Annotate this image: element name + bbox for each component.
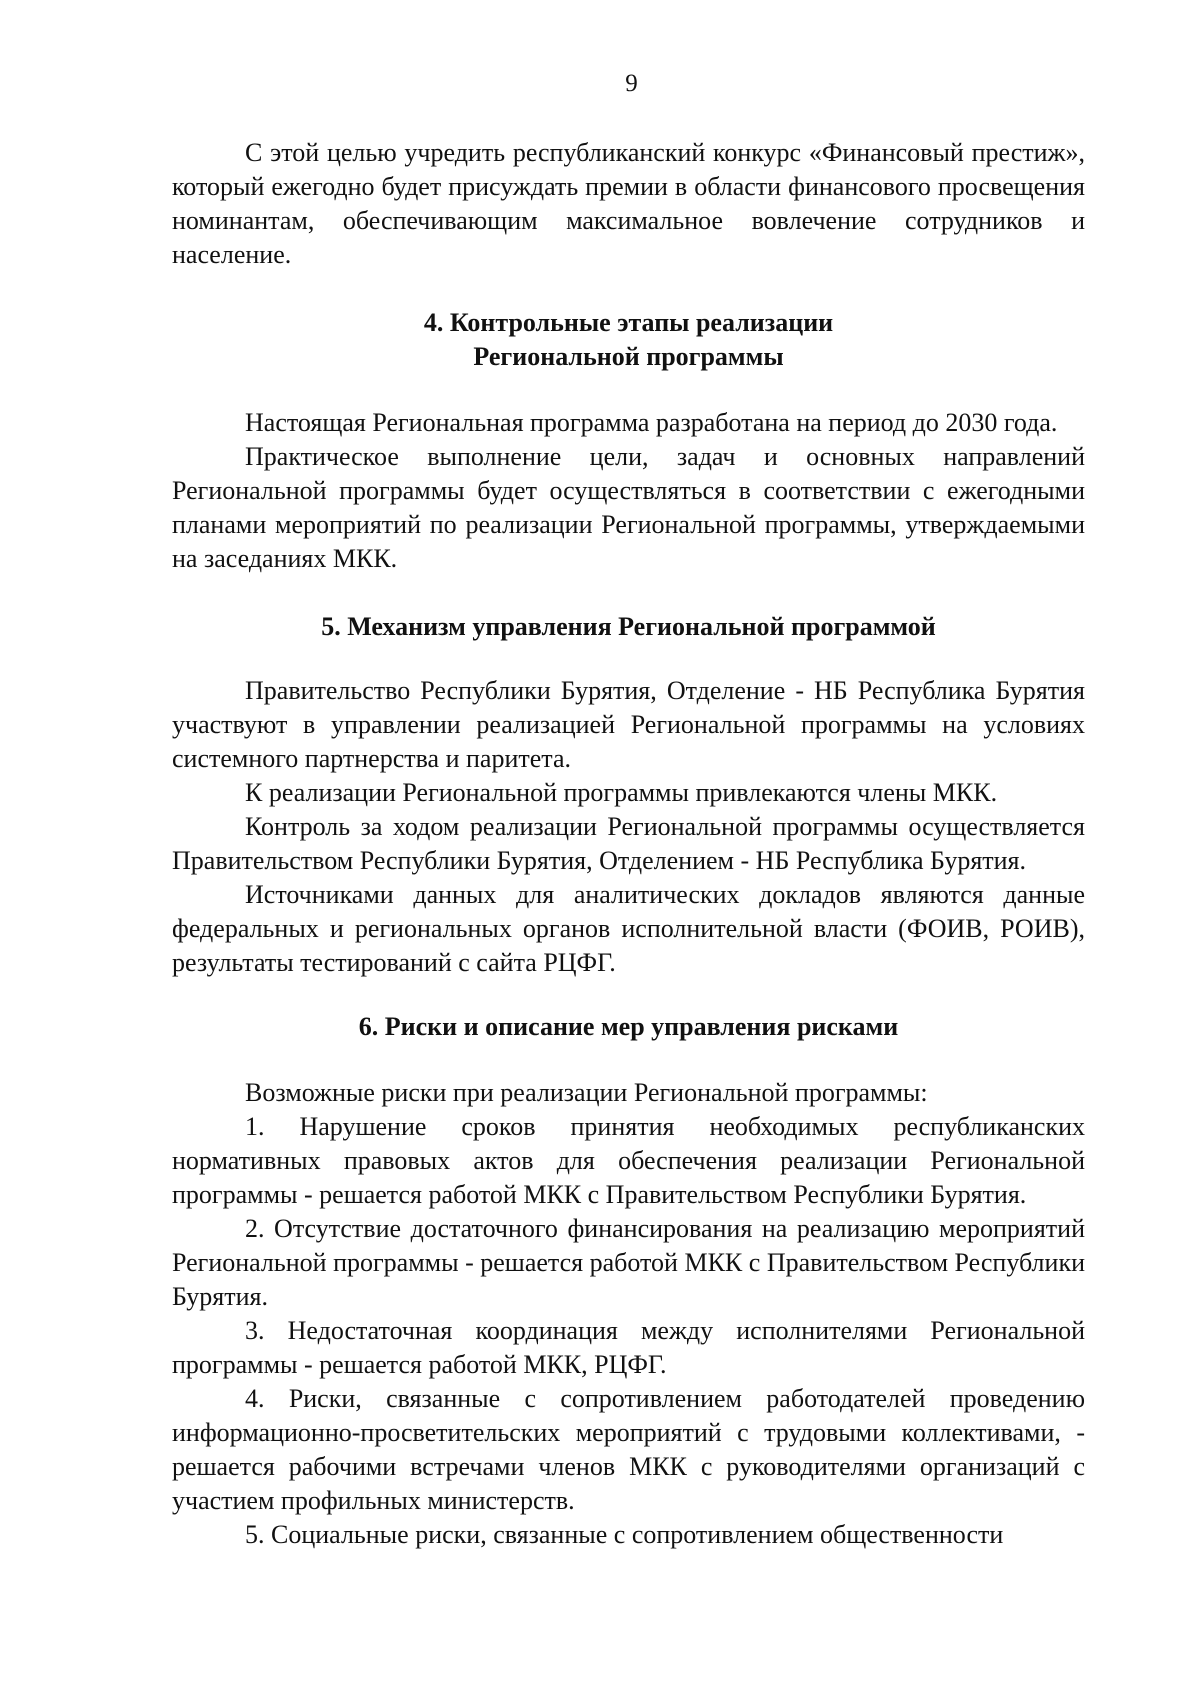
paragraph: К реализации Региональной программы привлекаются члены МКК.	[245, 778, 998, 807]
intro-block	[172, 136, 1085, 272]
section-management-mechanism	[172, 610, 1085, 980]
list-item: 1. Нарушение сроков принятия необходимых республиканских нормативных правовых актов для обеспечения реализации Региональной программы - решается работой МКК с Правительством Республики Бурятия.	[172, 1112, 1085, 1209]
list-item: 2. Отсутствие достаточного финансирования на реализацию мероприятий Региональной программы - решается работой МКК с Правительством Республики Бурятия.	[172, 1214, 1085, 1311]
section-heading-line: Региональной программы	[473, 342, 784, 371]
paragraph: Источниками данных для аналитических докладов являются данные федеральных и региональных органов исполнительной власти (ФОИВ, РОИВ), результаты тестирований с сайта РЦФГ.	[172, 880, 1085, 977]
paragraph: Настоящая Региональная программа разработана на период до 2030 года.	[245, 408, 1058, 437]
paragraph: Контроль за ходом реализации Региональной программы осуществляется Правительством Республики Бурятия, Отделением - НБ Республика Бурятия.	[172, 812, 1085, 875]
intro-paragraph: С этой целью учредить республиканский конкурс «Финансовый престиж», который ежегодно будет присуждать премии в области финансового просвещения номинантам, обеспечивающим максимальное вовлечение сотрудников и население.	[172, 138, 1085, 269]
page-number: 9	[625, 70, 638, 97]
list-item: 3. Недостаточная координация между исполнителями Региональной программы - решается работой МКК, РЦФГ.	[172, 1316, 1085, 1379]
document-page	[172, 68, 1085, 1552]
section-heading: 5. Механизм управления Региональной программой	[321, 612, 936, 641]
list-item: 4. Риски, связанные с сопротивлением работодателей проведению информационно-просветительских мероприятий с трудовыми коллективами, - решается рабочими встречами членов МКК с руководителями организаций с участием профильных министерств.	[172, 1384, 1085, 1515]
paragraph: Практическое выполнение цели, задач и основных направлений Региональной программы будет осуществляться в соответствии с ежегодными планами мероприятий по реализации Региональной программы, утверждаемыми на заседаниях МКК.	[172, 442, 1085, 573]
list-item: 5. Социальные риски, связанные с сопротивлением общественности	[245, 1520, 1004, 1549]
paragraph: Возможные риски при реализации Региональной программы:	[245, 1078, 928, 1107]
section-heading: 6. Риски и описание мер управления рисками	[358, 1012, 899, 1041]
paragraph: Правительство Республики Бурятия, Отделение - НБ Республика Бурятия участвуют в управлении реализацией Региональной программы на условиях системного партнерства и паритета.	[172, 676, 1085, 773]
section-heading-line: 4. Контрольные этапы реализации	[423, 308, 834, 337]
section-heading	[172, 306, 1085, 374]
section-risks	[172, 1010, 1085, 1552]
section-control-stages	[172, 306, 1085, 576]
